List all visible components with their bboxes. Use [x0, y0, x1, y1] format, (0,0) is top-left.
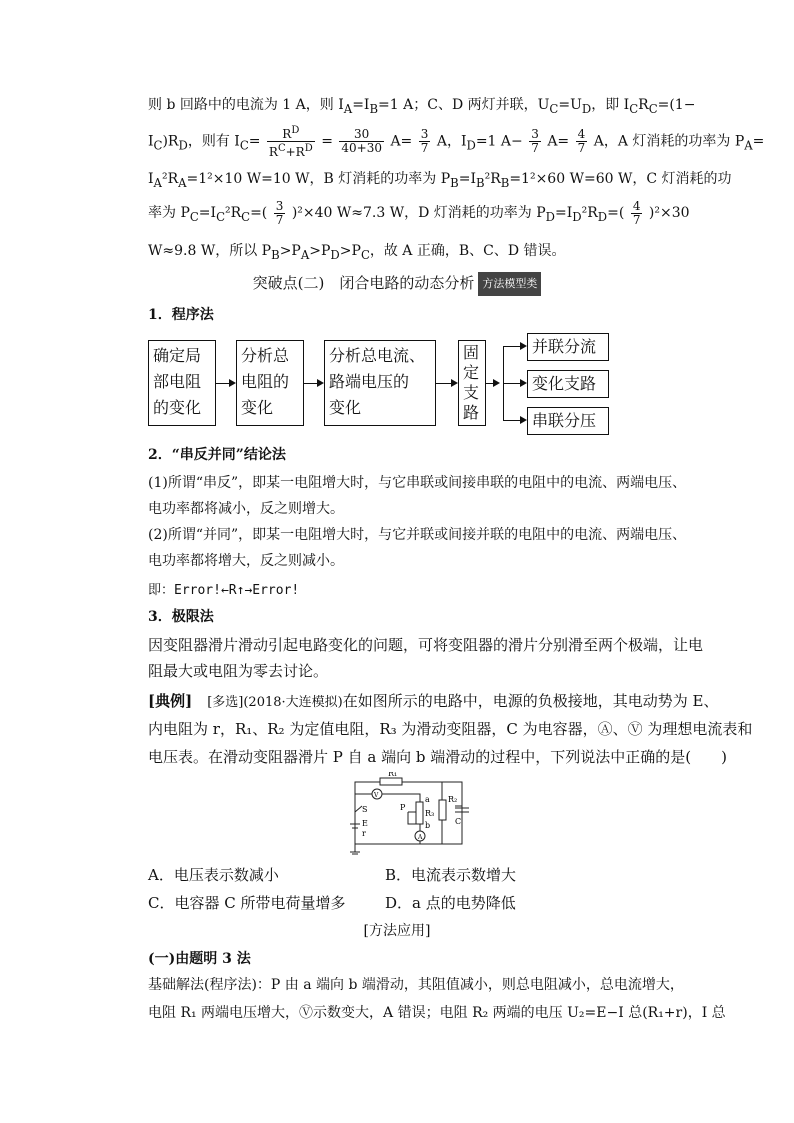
text: =I [198, 205, 217, 221]
method-application-title: [方法应用] [363, 923, 431, 939]
text: )²×40 W≈7.3 W，D 灯消耗的功率为 P [291, 205, 546, 221]
sub: B [271, 247, 280, 262]
label-a-end: a [425, 795, 430, 804]
text: I [148, 133, 154, 150]
label-b-end: b [425, 821, 431, 830]
example-line-3: 电压表。在滑动变阻器滑片 P 自 a 端向 b 端滑动的过程中，下列说法中正确的是( ) [148, 748, 727, 766]
option-d[interactable]: D．a 点的电势降低 [385, 894, 516, 912]
sub: B [450, 175, 459, 190]
fraction-4-7b [631, 200, 643, 227]
text: W≈9.8 W，所以 P [148, 243, 272, 259]
example-label: [典例] [148, 692, 193, 710]
section-tag: 方法模型类 [478, 272, 541, 296]
text: R [638, 97, 649, 113]
label-v: V [374, 792, 379, 799]
flow-arrow-1 [216, 383, 234, 384]
text: 则 b 回路中的电流为 1 A，则 I [148, 97, 344, 113]
den: 7 [420, 141, 429, 155]
flow-text: 支 [463, 383, 480, 402]
den: 7 [577, 141, 586, 155]
fraction-30-70 [339, 128, 384, 155]
label-e: E [362, 819, 368, 828]
label-a: A [418, 834, 423, 841]
sub: C [549, 101, 559, 116]
ground-icon [350, 844, 360, 854]
flow-text: 定 [463, 363, 480, 382]
method-3-pa: 因变阻器滑片滑动引起电路变化的问题，可将变阻器的滑片分别滑至两个极端，让电 [148, 636, 704, 654]
text: =1 A− [475, 133, 523, 150]
text: =1 A；C、D 两灯并联，U [378, 97, 550, 113]
option-a[interactable]: A．电压表示数减小 [148, 866, 279, 884]
label-p: P [400, 803, 406, 812]
flow-text: 电阻的 [241, 372, 290, 391]
text: =1²×10 W=10 W，B 灯消耗的功率为 P [186, 171, 451, 187]
flow-text: 路端电压的 [329, 372, 410, 391]
solution-line-3 [148, 168, 732, 194]
num: 3 [531, 127, 539, 141]
text: =1²×60 W=60 W，C 灯消耗的功 [509, 171, 732, 187]
text: ²R [581, 205, 598, 221]
sub: A [153, 175, 162, 190]
example-text: 在如图所示的电路中，电源的负极接地，其电动势为 E、 [342, 692, 719, 710]
text: =I [458, 171, 477, 187]
flow-out-branch [527, 370, 609, 398]
sub: C [239, 138, 249, 153]
option-c[interactable]: C．电容器 C 所带电荷量增多 [148, 894, 346, 912]
solution-line-1 [148, 94, 695, 120]
den: 7 [531, 141, 539, 155]
text: +R [285, 145, 305, 159]
label-r1: R₁ [388, 772, 398, 778]
flow-text: 固 [463, 343, 480, 362]
basic-solution-line-1: 基础解法(程序法)：P 由 a 端向 b 端滑动，其阻值减小，则总电阻减小，总电流增大， [148, 977, 684, 993]
num: 4 [577, 127, 586, 141]
sub: A [178, 175, 187, 190]
flow-box-fixed-branch [458, 340, 486, 426]
sub: A [300, 247, 310, 262]
section-title-text: 突破点(二) 闭合电路的动态分析 [252, 274, 475, 292]
flow-out-series [527, 407, 609, 435]
method-3-pb: 阻最大或电阻为零去讨论。 [148, 662, 329, 680]
flow-text: 分析总 [241, 346, 290, 365]
text: =( [250, 205, 268, 221]
flow-branch-stem [486, 383, 498, 384]
sub: C [629, 101, 639, 116]
text: A= [547, 133, 570, 150]
sub: C [360, 247, 370, 262]
subsection-1-title: (一)由题明 3 法 [148, 951, 251, 967]
method-2-p1b: 电功率都将减小，反之则增大。 [148, 501, 344, 517]
label-s: S [362, 805, 368, 814]
sub: D [466, 138, 476, 153]
text: = [752, 133, 765, 150]
sub: B [369, 101, 379, 116]
sub: C [153, 138, 163, 153]
text: =( [607, 205, 625, 221]
label-r3: R₃ [425, 809, 435, 818]
sub: D [178, 138, 188, 153]
flow-box-total-resistance [236, 340, 304, 426]
text: >P [279, 243, 301, 259]
num: 30 [339, 128, 384, 142]
fraction-3-7c [274, 200, 286, 227]
text: =I [555, 205, 573, 221]
circuit-diagram [340, 772, 470, 857]
sub: C [189, 209, 199, 224]
text: >P [309, 243, 331, 259]
flow-text: 的变化 [153, 398, 202, 417]
example-tag: [多选](2018·大连模拟) [207, 695, 343, 710]
text: ，则有 I [187, 133, 240, 150]
flow-out-parallel [527, 333, 609, 361]
text: =I [352, 97, 370, 113]
text: ²R [161, 171, 179, 187]
method-1-title: 1．程序法 [148, 307, 214, 323]
method-2-p2b: 电功率都将增大，反之则减小。 [148, 553, 344, 569]
text: = [248, 133, 261, 150]
flow-box-total-current [324, 340, 436, 426]
flow-text: 分析总电流、 [329, 346, 426, 365]
text: )R [162, 133, 179, 150]
sub: C [241, 209, 251, 224]
sup: C [277, 143, 286, 154]
sub: D [572, 209, 582, 224]
fraction-3-7b [529, 128, 541, 155]
text: >P [339, 243, 361, 259]
method-2-p2a: (2)所谓“并同”，即某一电阻增大时，与它并联或间接并联的电阻中的电流、两端电压、 [148, 527, 687, 543]
flow-text: 变化 [241, 398, 274, 417]
option-b[interactable]: B．电流表示数增大 [385, 866, 517, 884]
sub: C [216, 209, 225, 224]
flow-text: 串联分压 [532, 411, 597, 430]
sub: D [330, 247, 340, 262]
text: = [321, 133, 333, 150]
flow-arrow-2 [304, 383, 322, 384]
method-2-title: 2．“串反并同”结论法 [148, 447, 286, 463]
fraction-3-7 [419, 128, 431, 155]
resistor-r2 [439, 800, 446, 820]
sup: D [304, 143, 313, 154]
text: 率为 P [148, 205, 190, 221]
text: I [148, 171, 154, 187]
solution-line-4 [148, 196, 690, 234]
text: R [282, 127, 292, 141]
resistor-r3 [416, 802, 423, 824]
text: A，A 灯消耗的功率为 P [593, 133, 745, 150]
flow-arrow-3 [436, 383, 456, 384]
flow-text: 并联分流 [532, 337, 597, 356]
sub: B [500, 175, 510, 190]
text: ²R [224, 205, 242, 221]
basic-solution-line-2: 电阻 R₁ 两端电压增大，Ⓥ示数变大，A 错误；电阻 R₂ 两端的电压 U₂=E−I 总(R₁+r)，I 总 [148, 1005, 726, 1021]
sub: D [597, 209, 608, 224]
sub: B [476, 175, 485, 190]
label-c: C [455, 817, 462, 826]
section-title [0, 272, 794, 296]
sub: D [581, 101, 592, 116]
label-r: r [362, 829, 366, 838]
method-3-title: 3．极限法 [148, 609, 214, 625]
solution-line-5 [148, 240, 566, 266]
label-r2: R₂ [448, 795, 458, 804]
fraction-4-7 [576, 128, 588, 155]
text: R [268, 145, 278, 159]
den: 7 [632, 212, 641, 227]
method-2-p1a: (1)所谓“串反”，即某一电阻增大时，与它串联或间接串联的电阻中的电流、两端电压、 [148, 475, 687, 491]
flow-text: 确定局 [153, 346, 202, 365]
switch-s [355, 806, 362, 812]
text: )²×30 [648, 205, 690, 221]
flow-text: 部电阻 [153, 372, 202, 391]
num: 3 [420, 127, 429, 141]
text: ，即 I [591, 97, 630, 113]
den: 7 [275, 212, 284, 227]
text: ，故 A 正确，B、C、D 错误。 [369, 243, 566, 259]
example-line-2: 内电阻为 r，R₁、R₂ 为定值电阻，R₃ 为滑动变阻器，C 为电容器，Ⓐ、Ⓥ 为理想电流表和 [148, 720, 753, 738]
sub: C [648, 101, 658, 116]
method-2-formula: 即：Error!←R↑→Error! [148, 583, 300, 598]
example-line-1 [148, 690, 718, 714]
num: 4 [632, 198, 641, 213]
resistor-r1 [380, 778, 402, 785]
flow-box-local-resistance [148, 340, 216, 426]
text: A，I [436, 133, 467, 150]
sub: A [343, 101, 353, 116]
sub: D [545, 209, 556, 224]
fraction-rd [267, 124, 315, 159]
flow-arrow-out-1 [503, 346, 525, 347]
flow-text: 变化 [329, 398, 362, 417]
flow-arrow-out-2 [503, 383, 525, 384]
flow-text: 路 [463, 403, 480, 422]
text: ²R [484, 171, 501, 187]
den: 40+30 [341, 141, 382, 155]
num: 3 [275, 198, 284, 213]
text: =(1− [657, 97, 696, 113]
solution-line-2 [148, 124, 764, 162]
flow-arrow-out-3 [503, 420, 525, 421]
sup: D [291, 125, 300, 136]
flow-text: 变化支路 [532, 374, 597, 393]
text: A= [390, 133, 413, 150]
sub: A [744, 138, 753, 153]
text: =U [558, 97, 582, 113]
